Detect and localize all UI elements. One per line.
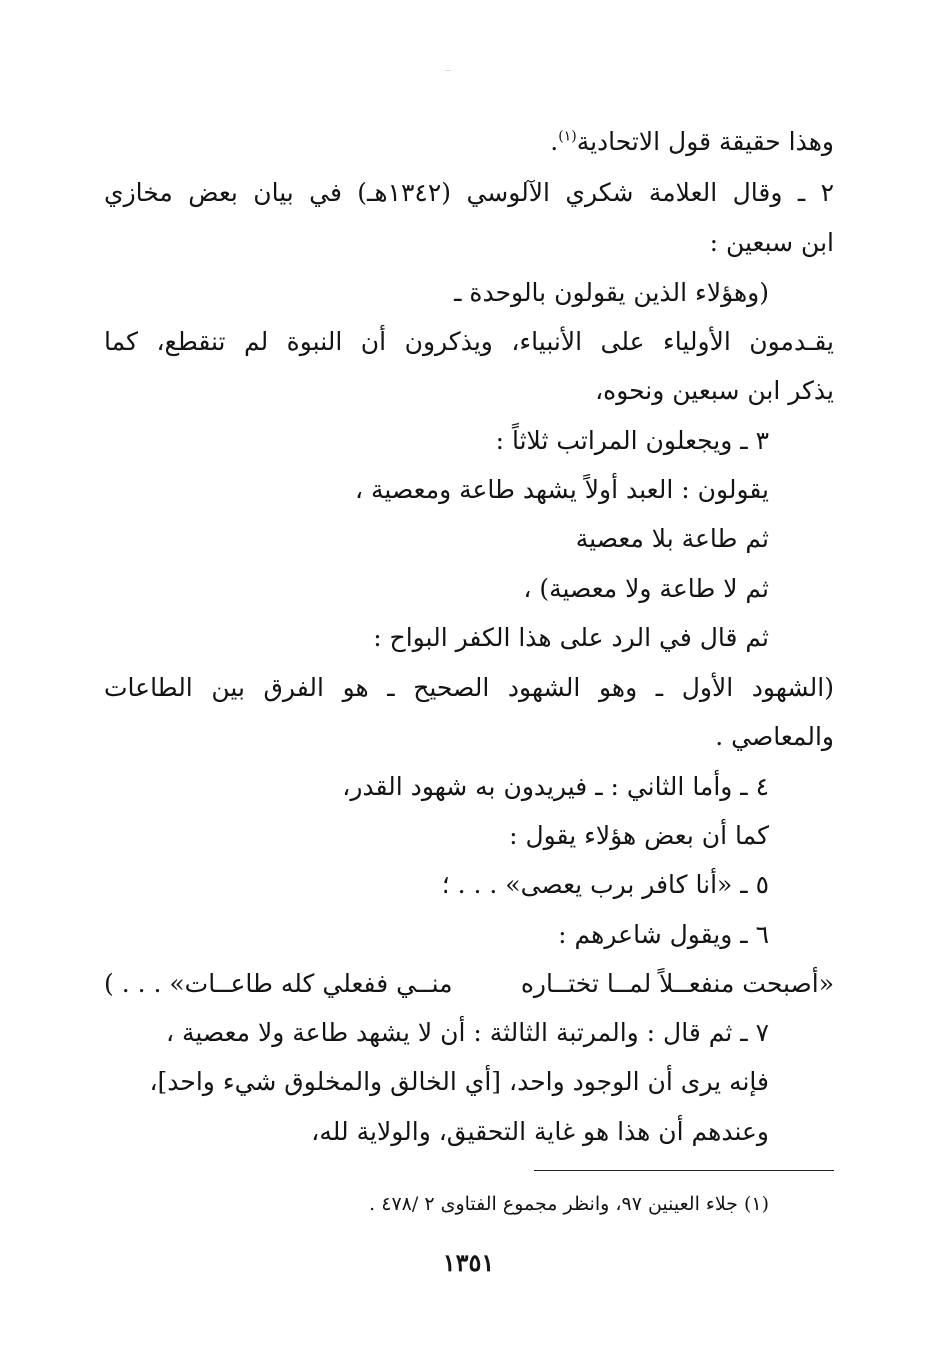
text-line-9: ثم طاعة بلا معصية bbox=[575, 524, 769, 553]
text-line-20: فإنه يرى أن الوجود واحد، [أي الخالق والمخلوق شيء واحد]، bbox=[149, 1067, 769, 1096]
text-line-1-end: . bbox=[550, 127, 559, 156]
text-line-6: يذكر ابن سبعين ونحوه، bbox=[595, 376, 834, 405]
poem-first-hemistich: «أصبحت منفعــلاً لمــا تختــاره bbox=[520, 969, 834, 998]
text-line-5: يقـدمون الأولياء على الأنبياء، ويذكرون أن النبوة لم تنقطع، كما bbox=[104, 327, 834, 356]
text-line-2: ٢ ـ وقال العلامة شكري الآلوسي (١٣٤٢هـ) في بيان بعض مخازي bbox=[104, 178, 834, 207]
text-line-4: (وهؤلاء الذين يقولون بالوحدة ـ bbox=[454, 278, 769, 307]
text-line-1 bbox=[550, 124, 834, 160]
footnote-ref: (١) bbox=[558, 128, 577, 145]
text-line-1-body: وهذا حقيقة قول الاتحادية bbox=[576, 127, 834, 156]
text-line-8: يقولون : العبد أولاً يشهد طاعة ومعصية ، bbox=[355, 475, 769, 504]
text-line-12: (الشهود الأول ـ وهو الشهود الصحيح ـ هو الفرق بين الطاعات bbox=[104, 673, 834, 702]
text-line-16: ٥ ـ «أنا كافر برب يعصى» . . . ؛ bbox=[441, 870, 769, 899]
footnote-text: (١) جلاء العينين ٩٧، وانظر مجموع الفتاوى ٢ /٤٧٨ . bbox=[369, 1193, 769, 1215]
text-line-17: ٦ ـ ويقول شاعرهم : bbox=[558, 920, 769, 949]
text-line-14: ٤ ـ وأما الثاني : ـ فيريدون به شهود القدر، bbox=[342, 772, 769, 801]
text-line-19: ٧ ـ ثم قال : والمرتبة الثالثة : أن لا يشهد طاعة ولا معصية ، bbox=[165, 1018, 769, 1047]
text-line-11: ثم قال في الرد على هذا الكفر البواح : bbox=[373, 623, 769, 652]
poem-second-hemistich: منــي ففعلي كله طاعــات» . . . ) bbox=[104, 969, 453, 998]
text-line-15: كما أن بعض هؤلاء يقول : bbox=[509, 821, 769, 850]
text-line-3: ابن سبعين : bbox=[709, 228, 834, 257]
poem-verse bbox=[104, 966, 834, 1006]
text-line-10: ثم لا طاعة ولا معصية) ، bbox=[523, 574, 769, 603]
scan-mark bbox=[445, 70, 451, 71]
text-line-13: والمعاصي . bbox=[715, 722, 834, 751]
text-line-7: ٣ ـ ويجعلون المراتب ثلاثاً : bbox=[495, 426, 769, 455]
footnote-divider bbox=[534, 1170, 834, 1171]
page-number: ١٣٥١ bbox=[442, 1248, 495, 1277]
text-line-21: وعندهم أن هذا هو غاية التحقيق، والولاية لله، bbox=[311, 1117, 769, 1146]
